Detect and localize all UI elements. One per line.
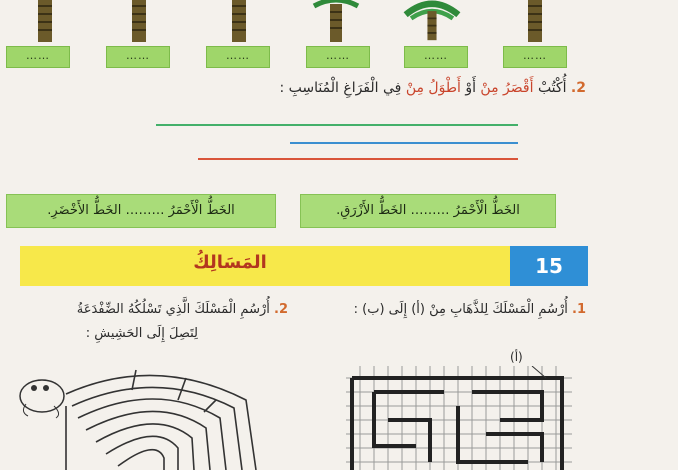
- question-2-text-1: أُرْسُمِ الْمَسْلَكَ الَّذِي تَسْلُكُهُ الضِّفْدَعَةُ: [76, 302, 270, 317]
- answer-blank-5[interactable]: ……: [404, 46, 468, 68]
- blue-line: [290, 142, 518, 144]
- curved-maze-paths: [66, 370, 256, 470]
- answer-blank-4[interactable]: ……: [306, 46, 370, 68]
- section-number-badge: 15: [510, 246, 588, 286]
- palm-tree-6: [506, 0, 566, 44]
- question-2-line-1: [77, 302, 288, 317]
- red-line: [198, 158, 518, 160]
- grid-label-a: (أ): [510, 350, 523, 364]
- exercise-2-number: 2.: [570, 80, 586, 96]
- answer-blank-6[interactable]: ……: [503, 46, 567, 68]
- frog-icon: [20, 380, 64, 418]
- grid-maze[interactable]: [346, 366, 572, 470]
- section-title: المَسَالِكُ: [193, 252, 267, 273]
- answer-blank-2[interactable]: ……: [106, 46, 170, 68]
- exercise-2-prefix: أُكْتُبْ: [537, 80, 567, 96]
- question-2-number: 2.: [274, 302, 288, 317]
- or-word: أَوْ: [465, 80, 476, 96]
- answer-blank-1[interactable]: ……: [6, 46, 70, 68]
- palm-tree-2: [110, 0, 170, 44]
- exercise-2-suffix: فِي الْفَرَاغِ الْمُنَاسِبِ :: [279, 80, 402, 96]
- longer-term: أَطْوَلُ مِنْ: [405, 80, 461, 96]
- exercise-2-instruction: [280, 80, 587, 96]
- palm-tree-5: [402, 0, 462, 44]
- comparison-red-blue[interactable]: الخَطُّ الْأَحْمَرُ ……… الخَطُّ الأَزْرَقِ.: [300, 194, 556, 228]
- comparison-red-green[interactable]: الخَطُّ الْأَحْمَرُ ……… الخَطُّ الأَخْضَرِ.: [6, 194, 276, 228]
- question-1-number: 1.: [572, 302, 586, 317]
- palm-tree-1: [14, 0, 74, 44]
- palm-tree-4: [306, 0, 366, 44]
- question-1-text: أُرْسُمِ الْمَسْلَكَ لِلذَّهَابِ مِنْ (أ) إِلَى (ب) :: [353, 302, 568, 317]
- answer-blank-3[interactable]: ……: [206, 46, 270, 68]
- frog-maze[interactable]: [6, 360, 286, 470]
- green-line: [156, 124, 518, 126]
- question-1: [354, 302, 586, 317]
- shorter-term: أَقْصَرُ مِنْ: [480, 80, 534, 96]
- palm-tree-3: [210, 0, 270, 44]
- question-2-line-2: لِتَصِلَ إِلَى الحَشِيشِ :: [85, 326, 198, 341]
